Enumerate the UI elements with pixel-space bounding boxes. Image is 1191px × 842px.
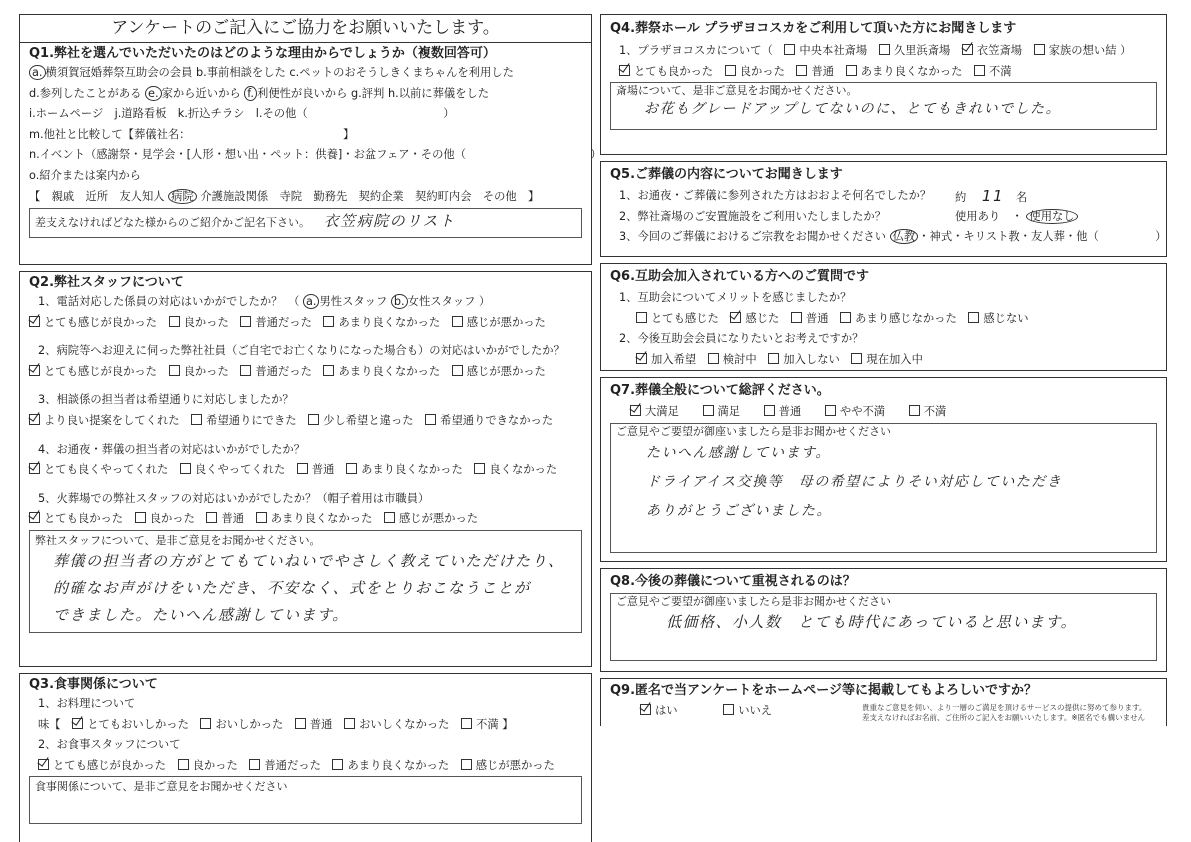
opt: 感じた (745, 311, 780, 325)
q4-section (600, 14, 1167, 155)
note-line: 差支えなければお名前、ご住所のご記入をお願いいたします。※匿名でも構いません (862, 712, 1146, 722)
paren-close: ） (1120, 44, 1132, 57)
opt: 良かった (192, 758, 238, 772)
checkbox-checked[interactable] (38, 759, 49, 770)
opt: 普通だった (264, 758, 321, 772)
comment-line: できました。たいへん感謝しています。 (53, 605, 349, 624)
q9-section (600, 678, 1167, 726)
q3-section (19, 673, 592, 842)
referral-options-b: 介護施設関係 寺院 勤務先 契約企業 契約町内会 その他 】 (200, 189, 540, 203)
opt: 普通 (805, 311, 829, 325)
checkbox-checked[interactable] (630, 405, 641, 416)
q5-s1 (610, 186, 1157, 207)
checkbox-checked[interactable] (640, 704, 651, 715)
opt: 良かった (183, 315, 229, 329)
checkbox[interactable] (191, 414, 202, 425)
opt: 家族の想い結 (1048, 44, 1117, 57)
q1-line4[interactable]: m.他社と比較して【葬儀社名： 】 (29, 127, 355, 141)
opt: 衣笠斎場 (976, 44, 1023, 57)
q3-box-label: 食事関係について、是非ご意見をお聞かせください (35, 780, 288, 794)
q4-options (610, 62, 1157, 83)
opt: 良かった (149, 512, 195, 526)
opt: 良かった (739, 64, 785, 78)
q1-box-label: 差支えなければどなた様からのご紹介かご記名下さい。 (35, 216, 310, 230)
checkbox[interactable] (825, 405, 836, 416)
opt: 普通だった (255, 315, 312, 329)
option-f-circle[interactable]: f. (244, 86, 257, 101)
q8-title: Q8.今後の葬儀について重視されるのは？ (610, 574, 856, 589)
q1-title: Q1.弊社を選んでいただいたのはどのような理由からでしょうか（複数回答可） (29, 46, 496, 61)
q9-note (862, 703, 1162, 722)
q4-s1-text: 1、プラザヨコスカについて（ (619, 44, 773, 57)
q3-comment-box[interactable] (29, 776, 582, 824)
q1-line2 (29, 84, 582, 105)
checkbox[interactable] (723, 704, 734, 715)
opt: 希望通りできなかった (440, 413, 554, 427)
not-used-option[interactable]: 使用なし (1026, 209, 1077, 224)
opt: 普通 (221, 512, 245, 526)
checkbox[interactable] (297, 463, 308, 474)
checkbox[interactable] (879, 44, 890, 55)
q5-title: Q5.ご葬儀の内容についてお聞きします (610, 167, 843, 182)
checkbox[interactable] (796, 65, 807, 76)
checkbox[interactable] (169, 316, 180, 327)
opt: 良くやってくれた (194, 463, 286, 477)
q1-line1 (29, 63, 582, 84)
opt: 良かった (183, 364, 229, 378)
checkbox-checked[interactable] (29, 316, 40, 327)
q1-option-b[interactable]: b.事前相談をした (195, 66, 286, 79)
comment-line: ありがとうございました。 (646, 502, 832, 519)
opt: あまり感じなかった (855, 311, 957, 325)
q7-section (600, 377, 1167, 562)
q6-section (600, 263, 1167, 371)
checkbox[interactable] (425, 414, 436, 425)
q1-line6[interactable]: o.紹介または案内から (29, 168, 141, 182)
opt: 普通 (778, 405, 802, 418)
q8-handwritten-answer: 低価格、小人数 とても時代にあっていると思います。 (666, 613, 1078, 631)
opt: あまり良くなかった (347, 758, 450, 772)
q7-title: Q7.葬儀全般について総評ください。 (610, 383, 830, 398)
q3-s2: 2、お食事スタッフについて (38, 738, 181, 752)
checkbox[interactable] (974, 65, 985, 76)
opt: あまり良くなかった (338, 364, 441, 378)
buddhism-option[interactable]: 仏教 (890, 229, 919, 244)
opt: あまり良くなかった (361, 463, 463, 477)
checkbox-checked[interactable] (29, 414, 40, 425)
q1-section (19, 42, 602, 265)
checkbox[interactable] (1034, 44, 1045, 55)
checkbox[interactable] (452, 316, 463, 327)
q2-comment-box[interactable] (29, 530, 582, 633)
opt: 現在加入中 (866, 352, 923, 366)
q8-box-label: ご意見やご要望が御座いましたら是非お聞かせください (616, 595, 891, 608)
checkbox[interactable] (851, 353, 862, 364)
opt: とても感じが良かった (53, 758, 166, 772)
checkbox[interactable] (784, 44, 795, 55)
checkbox-checked[interactable] (29, 365, 40, 376)
q4-box-label: 斎場について、是非ご意見をお聞かせください。 (616, 84, 858, 98)
checkbox[interactable] (768, 353, 779, 364)
q5-s3 (610, 227, 1167, 248)
opt: 普通 (309, 717, 333, 731)
option-a-circle[interactable]: a. (29, 65, 46, 80)
checkbox-checked[interactable] (619, 65, 630, 76)
opt: いいえ (738, 704, 773, 717)
q8-section (600, 568, 1167, 672)
q2-s1 (29, 292, 582, 313)
taste-label: 味【 (38, 717, 61, 731)
checkbox[interactable] (249, 759, 260, 770)
q9-row (610, 701, 1157, 725)
q1-option-f: 利便性が良いから (257, 86, 348, 100)
checkbox[interactable] (180, 463, 191, 474)
checkbox-checked[interactable] (730, 312, 741, 323)
checkbox[interactable] (323, 316, 334, 327)
q1-referral-options (29, 187, 582, 208)
comment-line: ドライアイス交換等 母の希望によりそい対応していただき (646, 473, 1063, 490)
checkbox[interactable] (240, 316, 251, 327)
checkbox[interactable] (840, 312, 851, 323)
q4-handwritten-answer: お花もグレードアップしてないのに、とてもきれいでした。 (644, 101, 1062, 118)
opt: 少し希望と違った (323, 413, 414, 427)
checkbox[interactable] (791, 312, 802, 323)
opt: とてもおいしかった (87, 717, 189, 731)
checkbox[interactable] (636, 312, 647, 323)
checkbox[interactable] (384, 512, 395, 523)
right-column (600, 14, 1167, 732)
q5-s1-text: 1、お通夜・ご葬儀に参列された方はおおよそ何名でしたか？ (619, 189, 932, 202)
q2-s1-options (29, 313, 582, 334)
checkbox-checked[interactable] (29, 512, 40, 523)
opt: より良い提案をしてくれた (44, 413, 180, 427)
q4-s1 (610, 41, 1157, 62)
checkbox-checked[interactable] (29, 463, 40, 474)
opt: あまり良くなかった (270, 512, 373, 526)
q2-s1-close: ） (479, 295, 491, 308)
opt: 満足 (717, 405, 741, 418)
q1-referral-box (29, 208, 582, 238)
q7-comment-box[interactable] (610, 423, 1157, 553)
q7-handwritten-comment (616, 439, 1151, 526)
opt: あまり良くなかった (860, 64, 963, 78)
comment-line: たいへん感謝しています。 (646, 444, 831, 461)
q3-s1: 1、お料理について (38, 697, 136, 710)
left-column (19, 14, 602, 842)
q2-handwritten-comment (35, 548, 576, 629)
checkbox[interactable] (909, 405, 920, 416)
checkbox[interactable] (452, 365, 463, 376)
q2-s5: 5、火葬場での弊社スタッフの対応はいかがでしたか？（帽子着用は市職員） (38, 491, 430, 505)
checkbox[interactable] (708, 353, 719, 364)
checkbox[interactable] (240, 365, 251, 376)
checkbox[interactable] (344, 718, 355, 729)
checkbox[interactable] (461, 718, 472, 729)
q1-handwritten-answer[interactable]: 衣笠病院のリスト (323, 212, 456, 231)
q1-option-g[interactable]: g.評判 (351, 86, 385, 100)
q2-s4: 4、お通夜・葬儀の担当者の対応はいかがでしたか？ (38, 442, 306, 456)
checkbox[interactable] (178, 759, 189, 770)
opt: とても良かった (634, 64, 714, 78)
q9-options (640, 701, 772, 722)
opt: とても感じが良かった (44, 315, 157, 329)
unit-label: 名 (1016, 191, 1028, 204)
checkbox[interactable] (200, 718, 211, 729)
opt: とても感じが良かった (44, 364, 157, 378)
referral-hospital[interactable]: 病院 (168, 189, 197, 204)
opt: 良くなかった (489, 463, 558, 477)
opt: 希望通りにできた (206, 413, 297, 427)
q9-title: Q9.匿名で当アンケートをホームページ等に掲載してもよろしいですか？ (610, 683, 1037, 698)
q2-title: Q2.弊社スタッフについて (29, 275, 184, 290)
q5-s2-text: 2、弊社斎場のご安置施設をご利用いたしましたか？ (619, 209, 887, 223)
q3-s1-options (29, 715, 582, 736)
opt: 大満足 (645, 405, 679, 418)
opt: とても良かった (44, 512, 124, 526)
q5-s2 (610, 207, 1157, 228)
checkbox[interactable] (461, 759, 472, 770)
male-staff-label: 男性スタッフ (319, 295, 388, 308)
used-option[interactable]: 使用あり ・ (955, 209, 1023, 223)
checkbox[interactable] (474, 463, 485, 474)
attendee-number: 11 (981, 187, 1004, 205)
checkbox[interactable] (703, 405, 714, 416)
q3-title: Q3.食事関係について (29, 677, 158, 692)
opt: はい (655, 704, 678, 717)
opt: あまり良くなかった (338, 315, 441, 329)
q6-title: Q6.互助会加入されている方へのご質問です (610, 269, 870, 284)
q2-s4-options (29, 460, 582, 481)
opt: 感じない (983, 311, 1029, 325)
q6-s1: 1、互助会についてメリットを感じましたか？ (619, 291, 852, 304)
opt: おいしくなかった (359, 717, 450, 731)
q2-section (19, 271, 592, 667)
checkbox[interactable] (846, 65, 857, 76)
referral-options-a: 【 親戚 近所 友人知人 (29, 189, 165, 203)
q5-s3-text: 3、今回のご葬儀におけるご宗教をお聞かせください (619, 230, 887, 244)
checkbox[interactable] (308, 414, 319, 425)
q4-comment-box[interactable] (610, 82, 1157, 130)
q2-s3: 3、相談係の担当者は希望通りに対応しましたか？ (38, 393, 294, 407)
checkbox[interactable] (332, 759, 343, 770)
opt: 感じが悪かった (466, 364, 546, 378)
q2-s1-text: 1、電話対応した係員の対応はいかがでしたか？ （ (38, 295, 300, 308)
checkbox[interactable] (135, 512, 146, 523)
q1-line3[interactable]: i.ホームページ j.道路看板 k.折込チラシ l.その他（ ） (29, 107, 455, 121)
q1-line5[interactable]: n.イベント（感謝祭・見学会・[人形・想い出・ペット：供養]・お盆フェア・その他（ ） (29, 148, 602, 162)
opt: やや不満 (839, 405, 886, 418)
checkbox[interactable] (323, 365, 334, 376)
opt: 普通だった (255, 364, 312, 378)
q4-title: Q4.葬祭ホール プラザヨコスカをご利用して頂いた方にお聞きします (610, 21, 1017, 36)
opt: 加入しない (783, 352, 840, 366)
q2-s5-options (29, 509, 582, 530)
checkbox-checked[interactable] (636, 353, 647, 364)
q6-s2-options (610, 350, 1157, 371)
checkbox[interactable] (206, 512, 217, 523)
q6-s2: 2、今後互助会会員になりたいとお考えですか？ (619, 332, 864, 346)
comment-line: 的確なお声がけをいただき、不安なく、式をとりおこなうことが (53, 578, 531, 597)
checkbox[interactable] (968, 312, 979, 323)
q1-option-c[interactable]: c.ペットのおそうしきくまちゃんを利用した (289, 66, 514, 79)
checkbox[interactable] (764, 405, 775, 416)
attendee-count[interactable] (955, 186, 1027, 209)
q7-options (610, 402, 1157, 423)
opt: 普通 (311, 463, 335, 477)
q2-s2-options (29, 362, 582, 383)
opt: 感じが悪かった (475, 758, 555, 772)
note-line: 貴重なご意見を伺い、より一層のご満足を頂けるサービスの提供に努めて参ります。 (862, 703, 1147, 712)
opt: とても感じた (651, 311, 719, 325)
opt: 加入希望 (651, 352, 697, 366)
comment-line: 葬儀の担当者の方がとてもていねいでやさしく教えていただけたり、 (53, 551, 565, 570)
opt: とても良くやってくれた (44, 463, 169, 477)
q1-option-e: 家から近いから (161, 86, 241, 100)
option-e-circle[interactable]: e. (145, 86, 162, 101)
checkbox[interactable] (256, 512, 267, 523)
page-title: アンケートのご記入にご協力をお願いいたします。 (19, 14, 592, 42)
opt: 不満 (476, 717, 499, 731)
approx-label: 約 (955, 191, 967, 204)
opt: 不満 (988, 64, 1012, 78)
male-staff-circle[interactable]: a. (303, 294, 320, 309)
female-staff-label: 女性スタッフ (407, 295, 476, 308)
opt: 中央本社斎場 (799, 44, 868, 57)
checkbox-checked[interactable] (962, 44, 973, 55)
checkbox[interactable] (169, 365, 180, 376)
q5-section (600, 161, 1167, 257)
religion-options[interactable]: ・神式・キリスト教・友人葬・他（ ） (918, 230, 1167, 244)
q1-option-d[interactable]: d.参列したことがある (29, 86, 142, 100)
female-staff-circle[interactable]: b. (391, 294, 408, 309)
q2-s3-options (29, 411, 582, 432)
q8-comment-box[interactable] (610, 593, 1157, 661)
facility-use (955, 207, 1078, 228)
q2-s2: 2、病院等へお迎えに伺った弊社社員（ご自宅でお亡くなりになった場合も）の対応はいかがでしたか？ (38, 344, 565, 358)
opt: 不満 (923, 405, 947, 418)
opt: 検討中 (722, 352, 757, 366)
checkbox[interactable] (725, 65, 736, 76)
opt: 感じが悪かった (398, 512, 479, 526)
q7-box-label: ご意見やご要望が御座いましたら是非お聞かせください (616, 424, 891, 438)
opt: 感じが悪かった (466, 315, 546, 329)
q2-box-label: 弊社スタッフについて、是非ご意見をお聞かせください。 (35, 533, 321, 547)
checkbox-checked[interactable] (72, 718, 83, 729)
q3-s2-options (29, 756, 582, 777)
q6-s1-options (610, 309, 1157, 330)
checkbox[interactable] (346, 463, 357, 474)
q1-option-h[interactable]: h.以前に葬儀をした (387, 86, 490, 100)
opt: 久里浜斎場 (893, 44, 951, 57)
opt: 普通 (811, 64, 835, 78)
checkbox[interactable] (295, 718, 306, 729)
opt: おいしかった (215, 717, 284, 731)
bracket-close: 】 (502, 717, 514, 731)
q1-option-a: 横須賀冠婚葬祭互助会の会員 (45, 66, 193, 79)
